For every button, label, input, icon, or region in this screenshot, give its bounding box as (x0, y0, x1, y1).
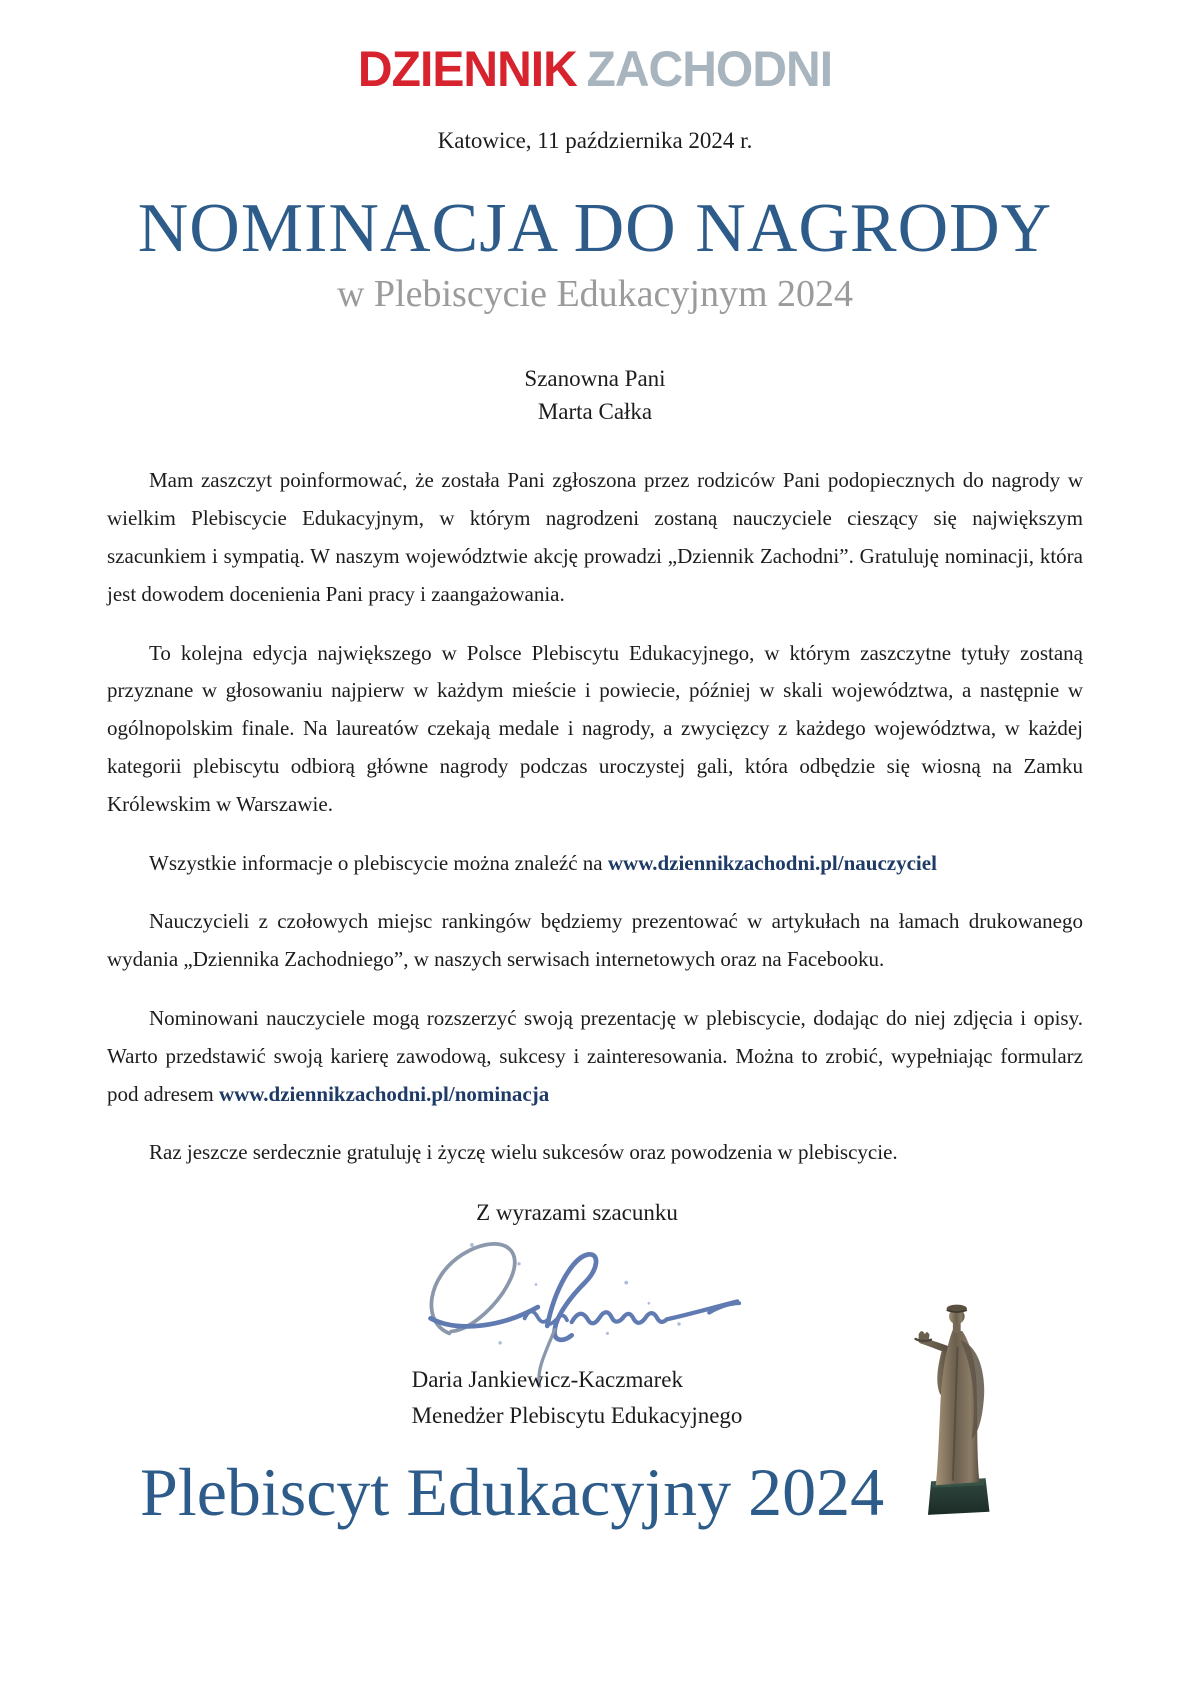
info-link-prefix-text: Wszystkie informacje o plebiscycie można znaleźć na (149, 850, 608, 875)
plebiscite-info-link[interactable]: www.dziennikzachodni.pl/nauczyciel (607, 850, 937, 875)
paragraph-plebiscite-details: To kolejna edycja największego w Polsce Plebiscytu Edukacyjnego, w którym zaszczytne tytuły zostaną przyznane w głosowaniu najpierw w każdym mieście i powiecie, później w skali województwa, a następnie w ogólnopolskim finale. Na laureatów czekają medale i nagrody, a zwycięzcy z każdego województwa, w każdej kategorii plebiscytu odbiorą główne nagrody podczas uroczystej gali, która odbędzie się wiosną na Zamku Królewskim w Warszawie. (107, 640, 1083, 816)
paragraph-intro: Mam zaszczyt poinformować, że została Pani zgłoszona przez rodziców Pani podopiecznych do nagrody w wielkim Plebiscycie Edukacyjnym, w którym nagrodzeni zostaną nauczyciele cieszący się największym szacunkiem i sympatią. W naszym województwie akcję prowadzi „Dziennik Zachodni”. Gratuluję nominacji, która jest dowodem docenienia Pani pracy i zaangażowania. (107, 468, 1083, 606)
footer (0, 1300, 1190, 1532)
signer-name: Daria Jankiewicz-Kaczmarek (411, 1367, 683, 1393)
paragraph-press-coverage: Nauczycieli z czołowych miejsc rankingów będziemy prezentować w artykułach na łamach drukowanego wydania „Dziennika Zachodniego”, w naszych serwisach internetowych oraz na Facebooku. (107, 909, 1083, 972)
paragraph-nomination-form (107, 1000, 1083, 1113)
document-subtitle: w Plebiscycie Edukacyjnym 2024 (336, 273, 854, 315)
award-statuette-image (906, 1300, 1006, 1518)
closing-paragraph: Raz jeszcze serdecznie gratuluję i życzę wielu sukcesów oraz powodzenia w plebiscycie. (149, 1140, 898, 1165)
nomination-form-text: Nominowani nauczyciele mogą rozszerzyć swoją prezentację w plebiscycie, dodając do niej zdjęcia i opisy. Warto przedstawić swoją karierę zawodową, sukcesy i zainteresowania. Można to zrobić, wypełniając formularz pod adresem (107, 1006, 1083, 1106)
signer-role: Menedżer Plebiscytu Edukacyjnego (411, 1402, 743, 1428)
newspaper-logo (24, 0, 1166, 97)
recipient-name: Marta Całka (537, 399, 653, 425)
salutation-block (0, 362, 1190, 429)
footer-title: Plebiscyt Edukacyjny 2024 (140, 1454, 885, 1530)
dateline: Katowice, 11 października 2024 r. (437, 128, 753, 153)
logo-dziennik-text: DZIENNIK (357, 41, 577, 97)
logo-zachodni-text: ZACHODNI (586, 41, 833, 97)
valediction: Z wyrazami szacunku (476, 1200, 678, 1226)
nomination-form-link[interactable]: www.dziennikzachodni.pl/nominacja (218, 1081, 550, 1106)
document-title: NOMINACJA DO NAGRODY (137, 190, 1053, 267)
salutation-line: Szanowna Pani (524, 365, 666, 391)
paragraph-info-link (107, 845, 1083, 883)
